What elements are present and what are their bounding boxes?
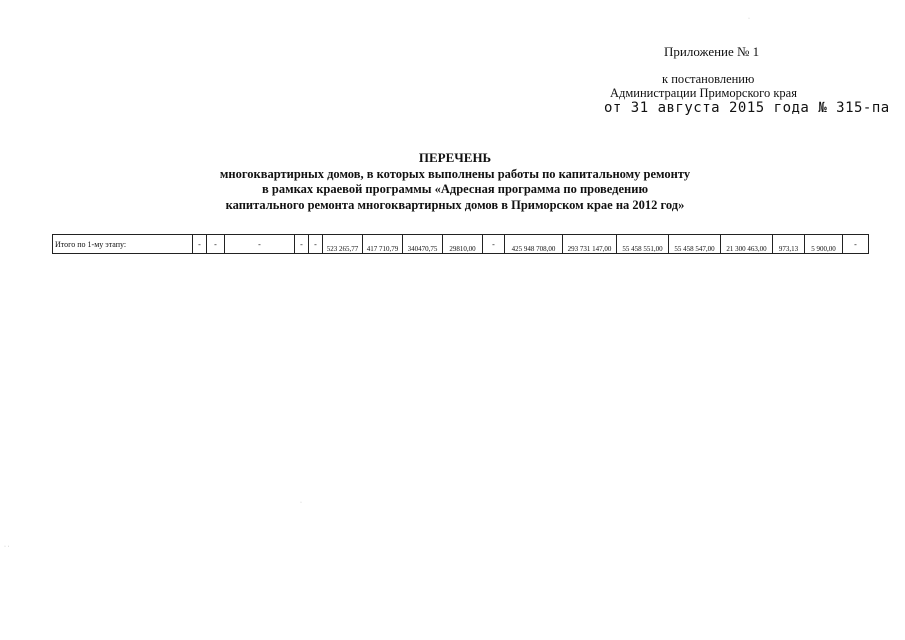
table-cell: -	[483, 235, 505, 254]
table-cell: 417 710,79	[363, 235, 403, 254]
table-cell: 55 458 547,00	[669, 235, 721, 254]
table-cell: 55 458 551,00	[617, 235, 669, 254]
scan-speck: · ·	[4, 544, 10, 550]
heading-line-2: в рамках краевой программы «Адресная программа по проведению	[262, 182, 648, 196]
appendix-line-1: к постановлению	[662, 72, 755, 86]
table-cell: 425 948 708,00	[505, 235, 563, 254]
heading-line-1: многоквартирных домов, в которых выполнены работы по капитальному ремонту	[219, 166, 691, 181]
table-cell: 21 300 463,00	[721, 235, 773, 254]
table-cell: 293 731 147,00	[563, 235, 617, 254]
table-cell: 340470,75	[403, 235, 443, 254]
row-label: Итого по 1-му этапу:	[53, 235, 193, 254]
table-cell: 5 900,00	[805, 235, 843, 254]
document-heading	[150, 150, 760, 213]
table-cell: -	[207, 235, 225, 254]
totals-table	[52, 234, 869, 254]
table-cell: -	[309, 235, 323, 254]
table-row-totals	[53, 235, 869, 254]
table-cell: -	[295, 235, 309, 254]
heading-title: ПЕРЕЧЕНЬ	[418, 150, 492, 165]
appendix-block	[0, 0, 905, 130]
scan-speck: ·	[300, 500, 302, 506]
appendix-date-line: от 31 августа 2015 года № 315-па	[604, 100, 890, 116]
table-cell: -	[193, 235, 207, 254]
table-cell: 29810,00	[443, 235, 483, 254]
table-cell: -	[225, 235, 295, 254]
appendix-line-2: Администрации Приморского края	[610, 86, 797, 100]
heading-line-3: капитального ремонта многоквартирных домов в Приморском крае на 2012 год»	[225, 197, 685, 212]
table-cell: 973,13	[773, 235, 805, 254]
appendix-title: Приложение № 1	[664, 44, 760, 59]
table-cell: -	[843, 235, 869, 254]
scan-speck: ·	[748, 16, 750, 22]
table-cell: 523 265,77	[323, 235, 363, 254]
